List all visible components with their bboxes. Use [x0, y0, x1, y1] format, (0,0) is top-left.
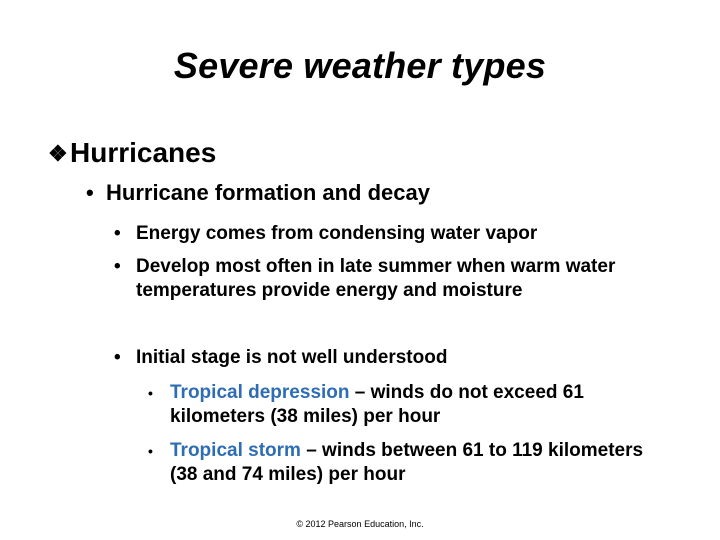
bullet-dot-icon: • [114, 256, 121, 277]
slide-title: Severe weather types [173, 45, 547, 86]
bullet-dot-icon: • [86, 180, 94, 205]
bullet-level4-item [148, 439, 668, 487]
bullet-level4-item [148, 381, 668, 429]
bullet-level3-item [114, 222, 689, 246]
bullet-level2 [86, 178, 430, 208]
bullet-level3-text: Energy comes from condensing water vapor [136, 223, 538, 244]
bullet-level3-item [114, 255, 689, 303]
term-definition: – winds do not exceed 61 kilometers (38 miles) per hour [170, 382, 584, 427]
term-tropical-storm: Tropical storm [170, 440, 301, 461]
bullet-level4-text [148, 381, 668, 429]
bullet-dot-icon: • [114, 223, 121, 244]
bullet-level4-text [148, 439, 668, 487]
bullet-dot-icon: • [148, 385, 153, 401]
copyright-footer: © 2012 Pearson Education, Inc. [296, 519, 424, 529]
term-definition: – winds between 61 to 119 kilometers (38 and 74 miles) per hour [170, 440, 644, 485]
term-tropical-depression: Tropical depression [170, 382, 350, 403]
bullet-level3-text: Initial stage is not well understood [136, 347, 448, 368]
bullet-dot-icon: • [148, 443, 153, 459]
bullet-dot-icon: • [114, 347, 121, 368]
bullet-level1-text: Hurricanes [70, 137, 217, 168]
bullet-level1 [48, 136, 216, 171]
bullet-level3-item [114, 346, 689, 370]
bullet-level2-text: Hurricane formation and decay [106, 180, 430, 205]
bullet-level3-text: Develop most often in late summer when warm water temperatures provide energy and moisture [136, 256, 616, 301]
diamond-bullet-icon: ❖ [48, 141, 68, 166]
